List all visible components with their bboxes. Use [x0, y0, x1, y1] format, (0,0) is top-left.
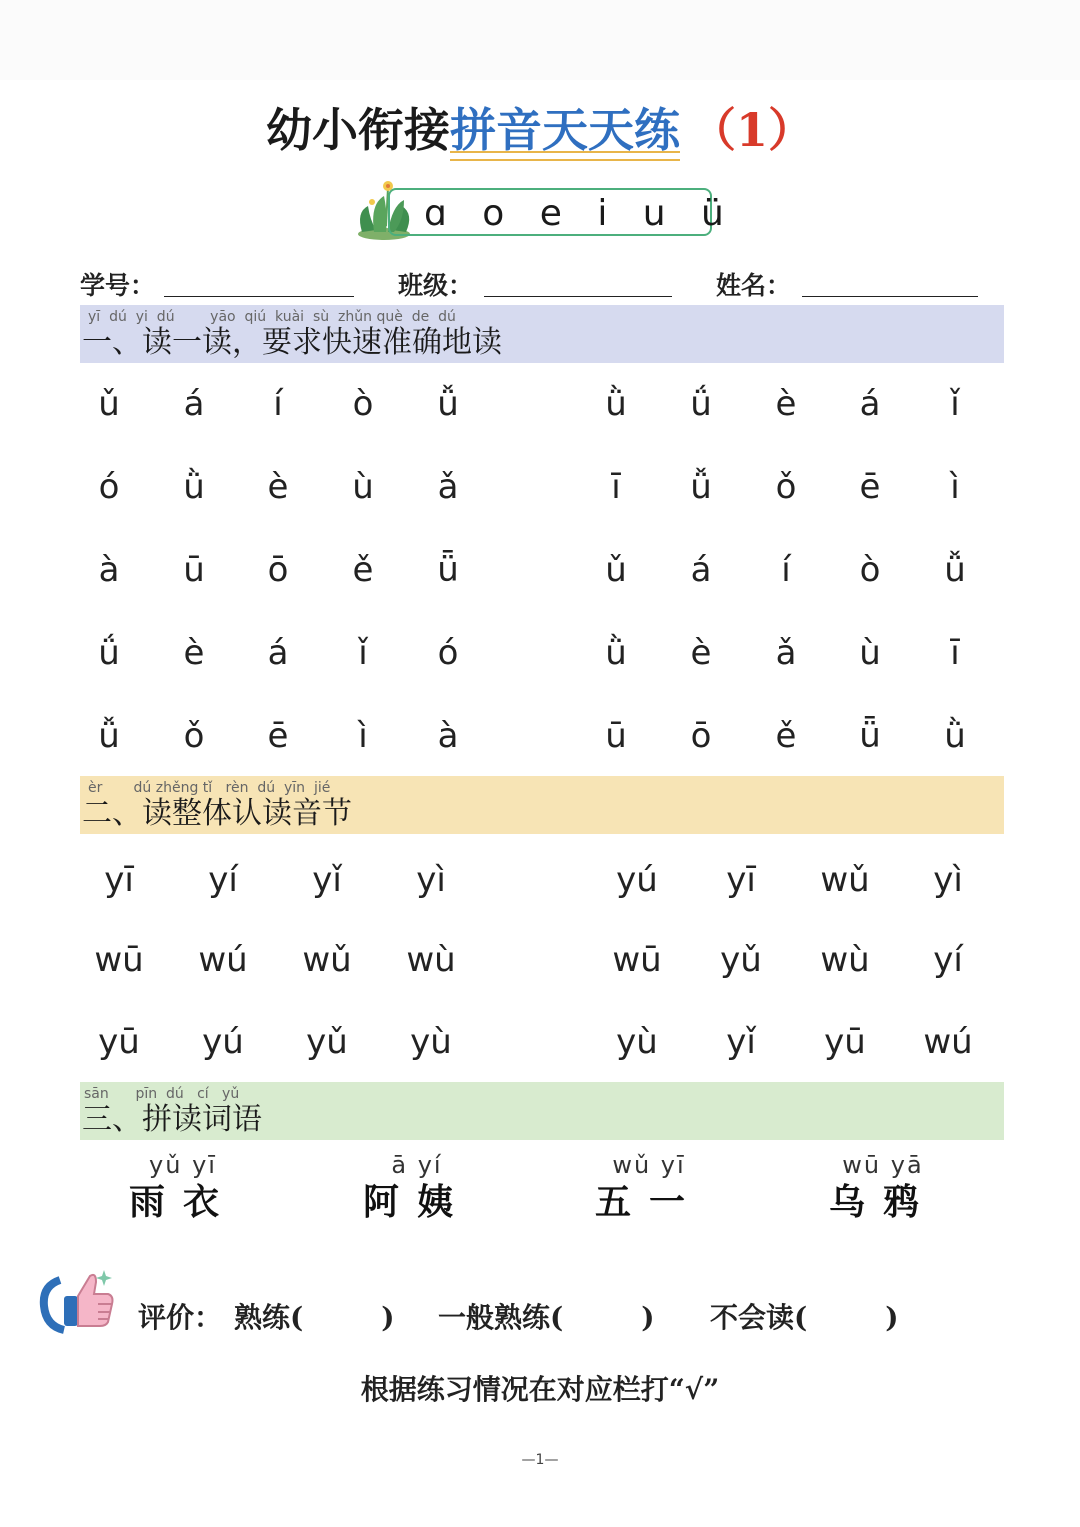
- tone-vowel: è: [183, 633, 205, 673]
- syllable: wū: [612, 940, 662, 980]
- tone-vowel: à: [98, 550, 120, 590]
- section2-title: 二、读整体认读音节: [82, 796, 352, 831]
- tone-vowel: ě: [352, 550, 374, 590]
- tone-vowel: ō: [690, 716, 712, 756]
- tone-vowel: ē: [859, 467, 881, 507]
- syllable: wù: [406, 940, 456, 980]
- student-number-label: 学号：: [80, 271, 156, 300]
- tone-vowel: ǜ: [944, 716, 966, 756]
- word-pinyin: wǔ yī: [612, 1151, 686, 1179]
- syllable: yī: [104, 860, 134, 900]
- tone-vowel: ě: [775, 716, 797, 756]
- tone-vowel: ò: [859, 550, 881, 590]
- section1-pinyin: yī dú yi dú yāo qiú kuài sù zhǔn què de dú: [88, 309, 456, 325]
- tone-vowel: ǔ: [605, 550, 627, 590]
- tone-vowel: ì: [358, 716, 368, 756]
- syllable: yū: [824, 1022, 866, 1062]
- tone-vowel: ǚ: [437, 384, 459, 424]
- tone-vowel: ǜ: [605, 384, 627, 424]
- syllable: yù: [616, 1022, 658, 1062]
- tone-vowel: ù: [859, 633, 881, 673]
- student-number-field[interactable]: [164, 296, 354, 297]
- syllable: yù: [410, 1022, 452, 1062]
- syllable: yú: [202, 1022, 244, 1062]
- tone-vowel: ǎ: [775, 633, 797, 673]
- student-info-row: [80, 262, 980, 302]
- tone-vowel: ǘ: [98, 633, 120, 673]
- evaluation-label: 评价：: [138, 1301, 223, 1334]
- instruction-text: 根据练习情况在对应栏打“√”: [360, 1373, 720, 1406]
- class-label: 班级：: [398, 271, 474, 300]
- syllable: wǔ: [302, 940, 352, 980]
- tone-vowel: ǒ: [183, 716, 205, 756]
- tone-vowel: ū: [605, 716, 627, 756]
- tone-vowel: ì: [950, 467, 960, 507]
- word-item: [584, 1150, 714, 1224]
- syllable: yí: [208, 860, 238, 900]
- tone-vowel: ǒ: [775, 467, 797, 507]
- word-hanzi: 五一: [594, 1181, 703, 1223]
- tone-vowel: ǚ: [944, 550, 966, 590]
- section3-title: 三、拼读词语: [82, 1102, 262, 1137]
- tone-vowel: í: [781, 550, 791, 590]
- tone-vowel: á: [690, 550, 712, 590]
- evaluation-row: [138, 1296, 1038, 1340]
- tone-vowel: ē: [267, 716, 289, 756]
- tone-vowel: ǖ: [859, 716, 881, 756]
- word-item: [118, 1150, 248, 1224]
- syllable: wǔ: [820, 860, 870, 900]
- syllable: yì: [933, 860, 963, 900]
- thumbs-up-icon: [38, 1266, 118, 1336]
- syllable: yǔ: [306, 1022, 348, 1062]
- word-hanzi: 阿姨: [362, 1181, 471, 1223]
- tone-vowel: ī: [950, 633, 960, 673]
- word-item: [818, 1150, 948, 1224]
- evaluation-option-cannot[interactable]: 不会读( ): [710, 1301, 899, 1334]
- tone-vowel: ū: [183, 550, 205, 590]
- title-part3: （1）: [689, 103, 814, 157]
- tone-vowel: è: [267, 467, 289, 507]
- section2-pinyin: èr dú zhěng tǐ rèn dú yīn jié: [88, 780, 331, 796]
- tone-vowel: ō: [267, 550, 289, 590]
- syllable: yǐ: [726, 1022, 756, 1062]
- page-top-margin: [0, 0, 1080, 80]
- word-hanzi: 乌鸦: [828, 1181, 937, 1223]
- word-item: [352, 1150, 482, 1224]
- tone-vowel: á: [267, 633, 289, 673]
- syllable: wú: [198, 940, 248, 980]
- tone-vowel: í: [273, 384, 283, 424]
- tone-vowel: á: [183, 384, 205, 424]
- tone-vowel: ǜ: [183, 467, 205, 507]
- tone-vowel: ǜ: [605, 633, 627, 673]
- syllable: yī: [726, 860, 756, 900]
- section3-header: [80, 1082, 1004, 1140]
- tone-vowel: ǚ: [98, 716, 120, 756]
- vowel-list: ɑ o e i u ü: [424, 193, 736, 234]
- page-number: —1—: [521, 1452, 559, 1468]
- word-pinyin: ā yí: [391, 1151, 443, 1179]
- syllable: yú: [616, 860, 658, 900]
- section1-header: [80, 305, 1004, 363]
- section3-pinyin: sān pīn dú cí yǔ: [84, 1086, 240, 1102]
- syllable: yǔ: [720, 940, 762, 980]
- tone-vowel: ǔ: [98, 384, 120, 424]
- tone-vowel: ó: [98, 467, 120, 507]
- syllable: yì: [416, 860, 446, 900]
- title-part1: 幼小衔接: [265, 103, 450, 157]
- tone-vowel: ǖ: [437, 550, 459, 590]
- syllable: wú: [923, 1022, 973, 1062]
- tone-vowel: ǎ: [437, 467, 459, 507]
- tone-vowel: ò: [352, 384, 374, 424]
- tone-vowel: è: [775, 384, 797, 424]
- tone-vowel: ó: [437, 633, 459, 673]
- tone-vowel: ǐ: [950, 384, 960, 424]
- tone-vowel: ǐ: [358, 633, 368, 673]
- word-pinyin: yǔ yī: [149, 1151, 217, 1179]
- page-title: [0, 98, 1080, 162]
- tone-vowel: ǚ: [690, 467, 712, 507]
- word-pinyin: wū yā: [842, 1151, 924, 1179]
- evaluation-option-fluent[interactable]: 熟练( ): [234, 1301, 395, 1334]
- name-label: 姓名：: [716, 271, 792, 300]
- tone-vowel: ǘ: [690, 384, 712, 424]
- name-field[interactable]: [802, 296, 978, 297]
- syllable: yí: [933, 940, 963, 980]
- section2-header: [80, 776, 1004, 834]
- syllable: wū: [94, 940, 144, 980]
- tone-vowel: ī: [611, 467, 621, 507]
- tone-vowel: ù: [352, 467, 374, 507]
- tone-vowel: á: [859, 384, 881, 424]
- title-part2: 拼音天天练: [449, 103, 680, 157]
- word-hanzi: 雨衣: [128, 1181, 237, 1223]
- section1-title: 一、读一读，要求快速准确地读: [82, 325, 502, 360]
- class-field[interactable]: [484, 296, 672, 297]
- syllable: yū: [98, 1022, 140, 1062]
- syllable: wù: [820, 940, 870, 980]
- tone-vowel: è: [690, 633, 712, 673]
- syllable: yǐ: [312, 860, 342, 900]
- evaluation-option-average[interactable]: 一般熟练( ): [438, 1301, 655, 1334]
- tone-vowel: à: [437, 716, 459, 756]
